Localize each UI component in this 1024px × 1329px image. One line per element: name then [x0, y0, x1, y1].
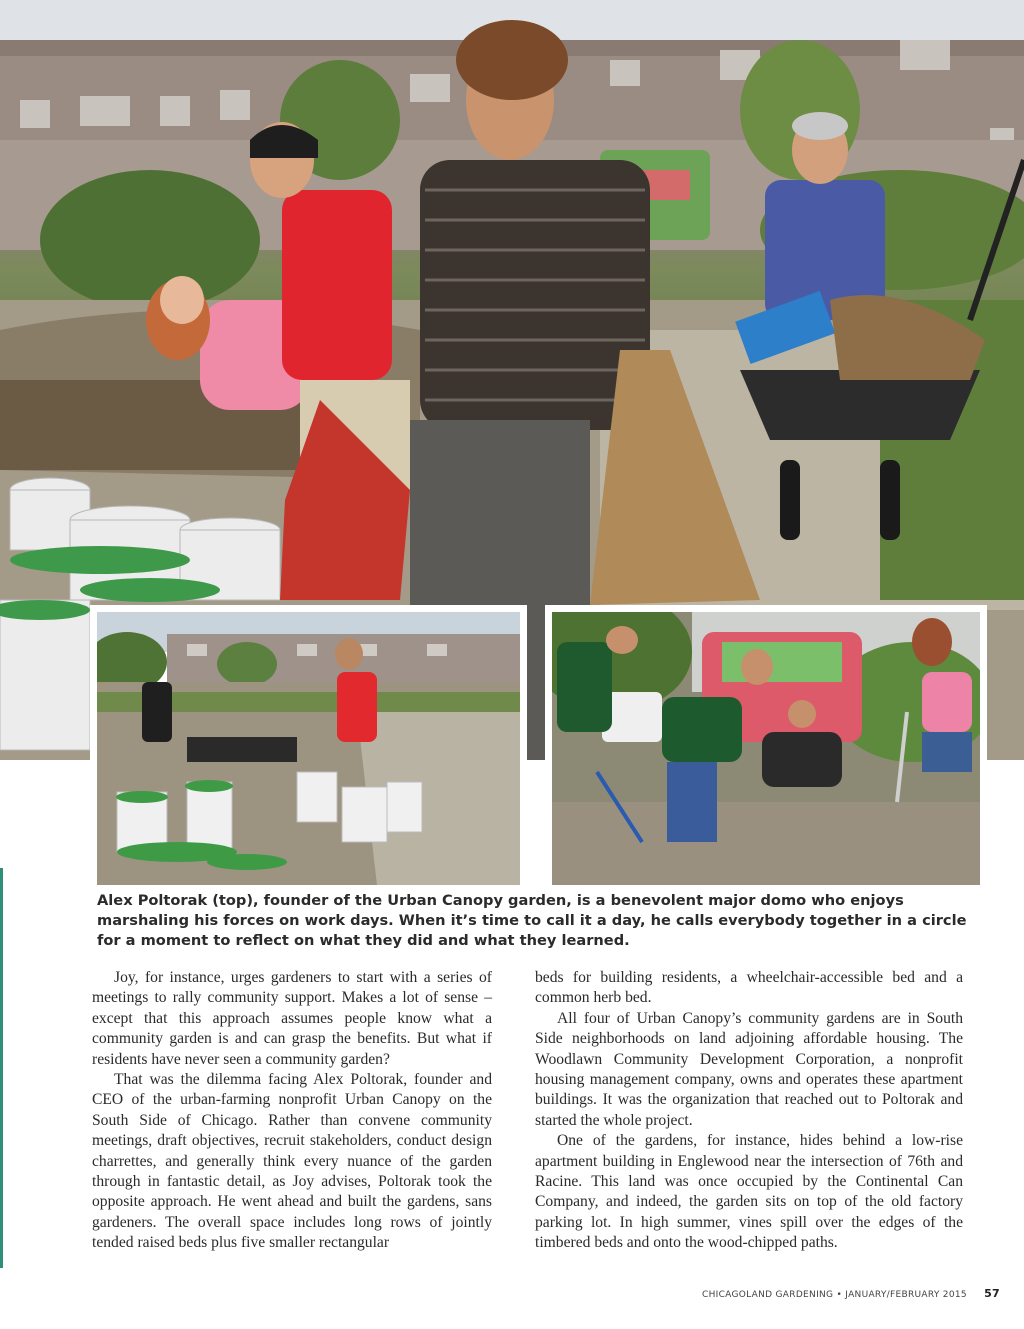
- photo-caption: Alex Poltorak (top), founder of the Urban Canopy garden, is a benevolent major domo who enjoys marshaling his forces on work days. When it’s time to call it a day, he calls everybody together in a circle for a moment to reflect on what they did and what they learned.: [97, 892, 967, 949]
- body-column-right: [535, 968, 963, 1254]
- paragraph: Joy, for instance, urges gardeners to start with a series of meetings to rally community support. Makes a lot of sense – except that this approach assumes people know what a community garden is and can grasp the benefits. But what if residents have never seen a community garden?: [92, 969, 492, 1068]
- page-footer: [700, 1287, 1000, 1300]
- body-column-left: [92, 968, 492, 1254]
- paragraph: All four of Urban Canopy’s community gardens are in South Side neighborhoods on land adjoining affordable housing. The Woodlawn Community Development Corporation, a nonprofit housing management company, owns and operates these apartment buildings. It was the organization that reached out to Poltorak and started the whole project.: [535, 1009, 963, 1129]
- inset-photo-right: [545, 605, 987, 892]
- inset-photo-right-icon: [552, 612, 980, 885]
- issue-date: JANUARY/FEBRUARY 2015: [845, 1290, 967, 1300]
- footer-separator: •: [836, 1290, 843, 1300]
- paragraph: One of the gardens, for instance, hides behind a low-rise apartment building in Englewood near the intersection of 76th and Racine. This land was once occupied by the Continental Can Company, and indeed, the garden sits on top of the old factory parking lot. In high summer, vines spill over the edges of the timbered beds and onto the wood-chipped paths.: [535, 1132, 963, 1252]
- inset-photo-left: [90, 605, 527, 892]
- inset-photo-left-icon: [97, 612, 520, 885]
- page-number: 57: [984, 1287, 1000, 1300]
- publication-name: CHICAGOLAND GARDENING: [701, 1290, 834, 1300]
- paragraph: That was the dilemma facing Alex Poltorak, founder and CEO of the urban-farming nonprofit Urban Canopy on the South Side of Chicago. Rather than convene community meetings, draft objectives, recruit stakeholders, conduct design charrettes, and generally think every nuance of the garden through in fantastic detail, as Joy advises, Poltorak took the opposite approach. He went ahead and built the gardens, sans gardeners. The overall space includes long rows of jointly tended raised beds plus five smaller rectangular: [92, 1071, 492, 1252]
- paragraph: beds for building residents, a wheelchair-accessible bed and a common herb bed.: [535, 969, 963, 1007]
- page-accent-bar: [0, 868, 3, 1268]
